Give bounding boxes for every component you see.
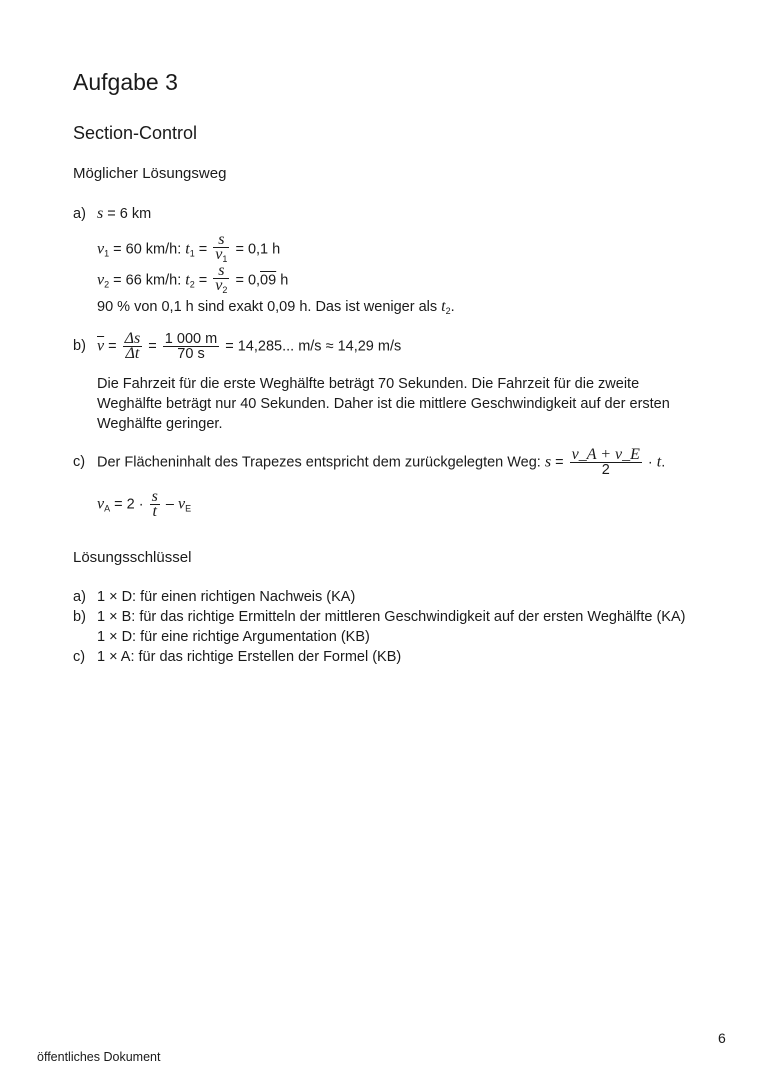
page-number: 6 <box>718 1030 726 1046</box>
part-b-label: b) <box>73 338 86 354</box>
fraction-s-v1: $\frac{s}{v_1}$ <box>215 231 228 264</box>
part-c-sentence: Der Flächeninhalt des Trapezes entspricht dem zurückgelegten Weg: s = $\frac{v\_A + v\_E}{2}$ · t. <box>97 446 666 478</box>
part-a-line-2: $v_1 = 60$ km/h: $t_1$ = $\frac{s}{v_1}$ = 0,1 h <box>97 231 281 264</box>
fraction-delta-s-delta-t: $\frac{\Delta s}{\Delta t}$ <box>124 330 141 362</box>
part-a-line-4: 90 % von 0,1 h sind exakt 0,09 h. Das ist weniger als $t_2$. <box>97 298 455 316</box>
part-a-label: a) <box>73 206 86 222</box>
key-item-c: c) 1 × A: für das richtige Erstellen der Formel (KB) <box>73 649 402 665</box>
part-a-line-3: $v_2 = 66$ km/h: $t_2$ = $\frac{s}{v_2}$ = 0,09 h <box>97 262 289 295</box>
key-heading: Lösungsschlüssel <box>73 549 192 566</box>
key-item-b1: b) 1 × B: für das richtige Ermitteln der mittleren Geschwindigkeit auf der ersten Weghälfte (KA) <box>73 609 686 625</box>
part-b-paragraph: Die Fahrzeit für die erste Weghälfte beträgt 70 Sekunden. Die Fahrzeit für die zweite Weghälfte beträgt nur 40 Sekunden. Daher ist die mittlere Geschwindigkeit auf der ersten Weghälfte geringer. <box>97 376 670 432</box>
part-c-label: c) <box>73 454 86 470</box>
part-c-formula: $v_A = 2$ · $\frac{s}{t}$ – $v_E$ <box>97 488 192 520</box>
section-subtitle: Section-Control <box>73 123 198 143</box>
fraction-distance-time: $\frac{1 000 m}{70 s}$ <box>164 331 218 362</box>
part-b-formula: $\overline{v}$ = $\frac{\Delta s}{\Delta t}$ = $\frac{1 000 m}{70 s}$ = 14,285... m/s ≈ 14,29 m/s <box>97 330 402 362</box>
footer-text: öffentliches Dokument <box>37 1050 161 1064</box>
page-title: Aufgabe 3 <box>73 69 178 95</box>
fraction-trapezoid: $\frac{v\_A + v\_E}{2}$ <box>571 446 640 478</box>
repeating-decimal: 09 <box>260 272 277 289</box>
key-item-b2: 1 × D: für eine richtige Argumentation (KB) <box>97 629 370 645</box>
fraction-s-v2: $\frac{s}{v_2}$ <box>215 262 228 295</box>
solution-heading: Möglicher Lösungsweg <box>73 165 227 182</box>
part-a-line-1: s = 6 km <box>97 205 152 222</box>
key-item-a: a) 1 × D: für einen richtigen Nachweis (KA) <box>73 589 356 605</box>
fraction-s-t: $\frac{s}{t}$ <box>151 488 158 520</box>
